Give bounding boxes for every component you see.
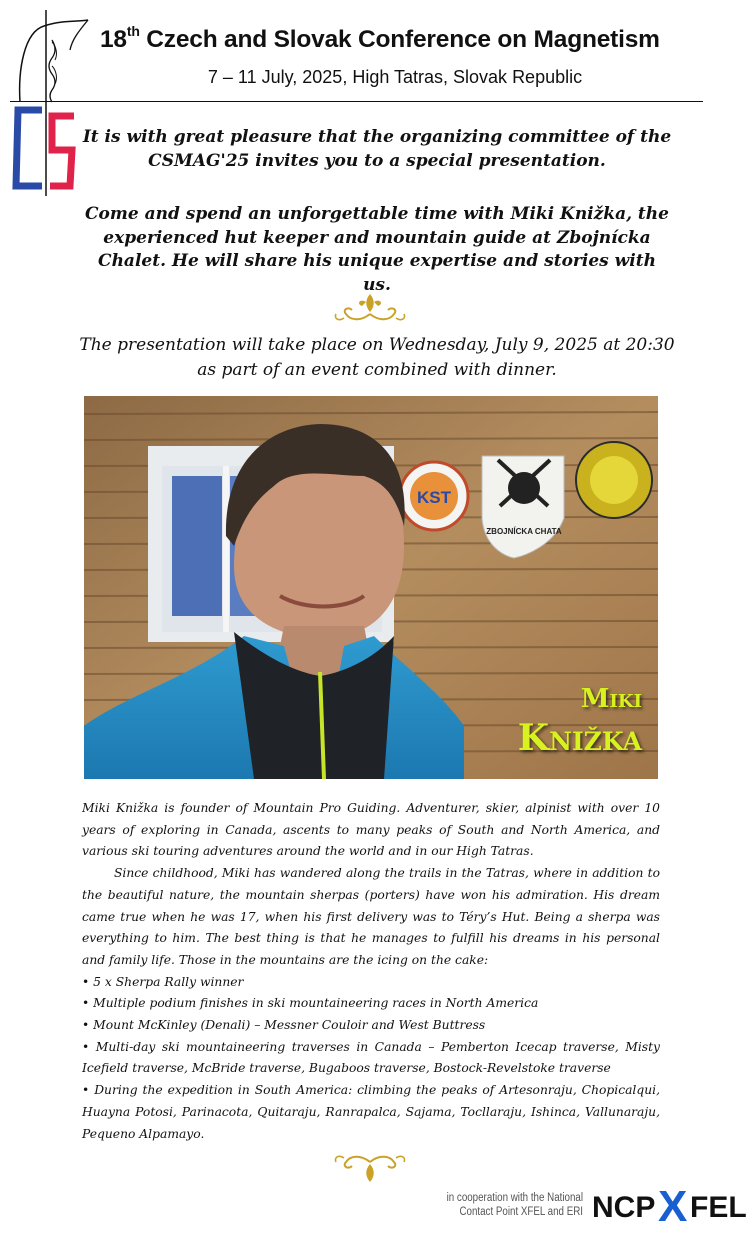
list-item: • 5 x Sherpa Rally winner [82,972,660,994]
intro-paragraph-1: It is with great pleasure that the organizing committee of the CSMAG'25 invites you to a special presentation. [82,127,672,171]
bio-paragraph-2: Since childhood, Miki has wandered along the trails in the Tatras, where in addition to the beautiful nature, the mountain sherpas (porters) have won his admiration. His dream came true when he was 17, when his first delivery was to Téry’s Hut. Being a sherpa was everything to him. The best thing is that he manages to fulfill his dreams in his personal and family life. Those in the mountains are the icing on the cake: [82,866,660,967]
achievements-list [82,972,660,1146]
photo-name-last: Knižka [517,717,642,759]
conference-title: 18th Czech and Slovak Conference on Magnetism [100,23,660,53]
header-divider [10,101,703,102]
photo-name-first: Miki [580,684,642,714]
intro-paragraph-2: Come and spend an unforgettable time with Miki Knižka, the experienced hut keeper and mountain guide at Zbojnícka Chalet. He will share his unique expertise and stories with us. [85,204,669,295]
portrait-photo [84,396,658,779]
fleur-ornament-icon [330,1150,410,1184]
chalet-badge-text: ZBOJNÍCKA CHATA [486,527,562,536]
list-item: • Multi-day ski mountaineering traverses in Canada – Pemberton Icecap traverse, Misty Icefield traverse, McBride traverse, Bugaboos traverse, Bostock-Revelstoke traverse [82,1037,660,1080]
conference-subtitle: 7 – 11 July, 2025, High Tatras, Slovak Republic [207,67,583,87]
kst-badge-text: KST [417,488,451,507]
cooperation-note: in cooperation with the National Contact Point XFEL and ERI [446,1192,583,1218]
fleur-ornament-icon [330,292,410,326]
list-item: • During the expedition in South America: climbing the peaks of Artesonraju, Chopicalqui, Huayna Potosi, Parinacota, Quitaraju, Ranrapalca, Sajama, Tocllaraju, Ishinca, Vallunaraju, Pequeno Alpamayo. [82,1080,660,1145]
svg-text:FEL: FEL [690,1191,747,1224]
svg-text:NCP: NCP [592,1191,656,1224]
conference-logo [12,10,92,198]
biography [82,798,660,1145]
svg-text:X: X [658,1183,688,1229]
list-item: • Multiple podium finishes in ski mountaineering races in North America [82,993,660,1015]
ncp-xfel-logo-icon [592,1183,752,1229]
presentation-schedule: The presentation will take place on Wednesday, July 9, 2025 at 20:30 as part of an event combined with dinner. [79,335,675,380]
list-item: • Mount McKinley (Denali) – Messner Couloir and West Buttress [82,1015,660,1037]
bio-paragraph-1: Miki Knižka is founder of Mountain Pro Guiding. Adventurer, skier, alpinist with over 10 years of exploring in Canada, ascents to many peaks of South and North America, and various ski touring adventures around the world and in our High Tatras. [82,801,660,859]
